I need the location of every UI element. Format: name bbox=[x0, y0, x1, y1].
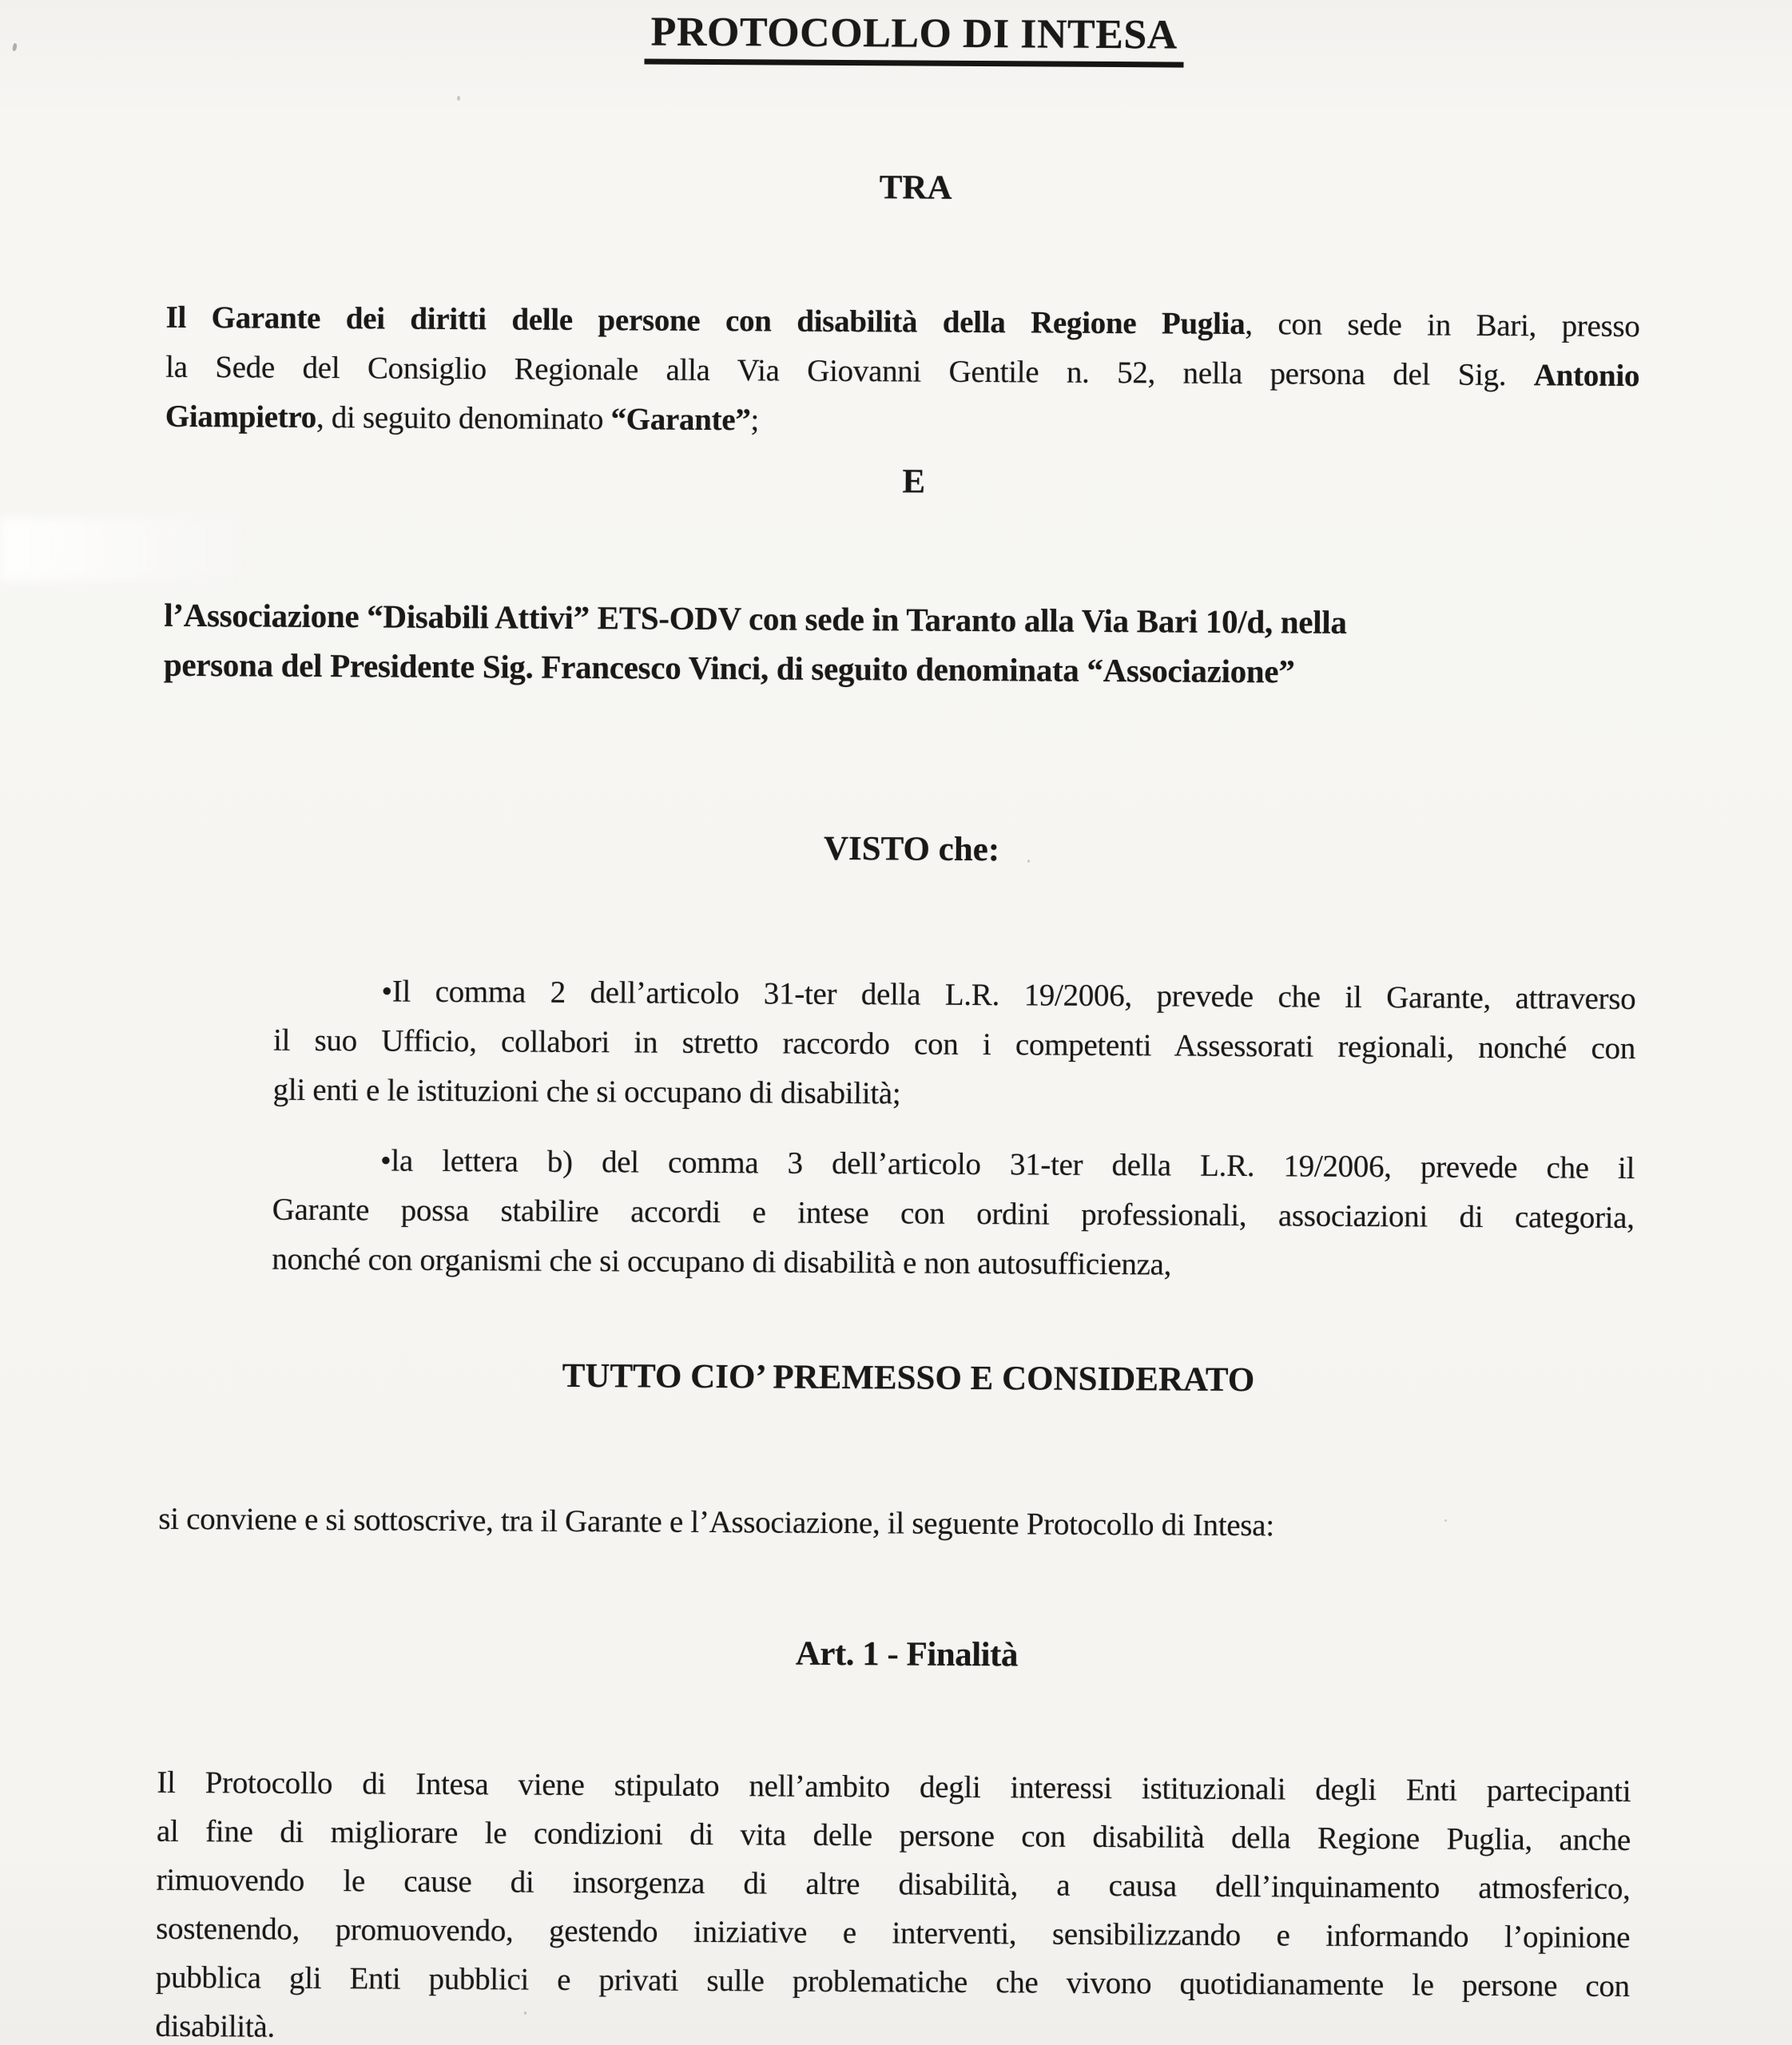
party1-text: , con sede in Bari, presso bbox=[1245, 307, 1640, 344]
party1-paragraph bbox=[165, 293, 1640, 451]
party1-bold-surname: Giampietro bbox=[165, 399, 317, 435]
article1-line-6: disabilità. bbox=[155, 2008, 276, 2044]
article1-line-5: pubblica gli Enti pubblici e privati sulle problematiche che vivono quotidianamente le persone con bbox=[155, 1960, 1630, 2004]
party1-line-2 bbox=[165, 343, 1639, 401]
bullet-glyph: • bbox=[379, 1143, 391, 1178]
article1-line-3: rimuovendo le cause di insorgenza di altre disabilità, a causa dell’inquinamento atmosferico, bbox=[156, 1862, 1631, 1907]
bullet2-line-2: Garante possa stabilire accordi e intese con ordini professionali, associazioni di categoria, bbox=[272, 1192, 1635, 1236]
article1-line-4: sostenendo, promuovendo, gestendo iniziative e interventi, sensibilizzando e informando l’opinione bbox=[156, 1911, 1631, 1956]
e-heading: E bbox=[902, 463, 926, 501]
bullet1-line-2: il suo Ufficio, collabori in stretto raccordo con i competenti Assessorati regionali, nonché con bbox=[272, 1022, 1636, 1066]
tra-heading: TRA bbox=[879, 169, 952, 207]
bullet2-text: la lettera b) del comma 3 dell’articolo 31-ter della L.R. 19/2006, prevede che il bbox=[391, 1143, 1635, 1186]
bullet1-line-1 bbox=[273, 967, 1635, 1024]
visto-heading: VISTO che: bbox=[823, 829, 1000, 869]
party1-bold-name: Antonio bbox=[1533, 358, 1640, 394]
premesso-heading: TUTTO CIO’ PREMESSO E CONSIDERATO bbox=[562, 1356, 1255, 1400]
agreement-line bbox=[158, 1495, 1632, 1553]
article1-body bbox=[155, 1758, 1631, 2045]
bullet-glyph: • bbox=[381, 974, 392, 1009]
bullet-clause-2 bbox=[272, 1136, 1635, 1293]
party1-text: la Sede del Consiglio Regionale alla Via Giovanni Gentile n. 52, nella persona del Sig. bbox=[165, 349, 1534, 393]
party1-bold-lead: Il Garante dei diritti delle persone con disabilità della Regione Puglia bbox=[165, 300, 1246, 342]
party1-text: ; bbox=[750, 403, 760, 438]
title-row bbox=[168, 6, 1642, 70]
bullet1-text: Il comma 2 dell’articolo 31-ter della L.R. 19/2006, prevede che il Garante, attraverso bbox=[391, 974, 1636, 1017]
article1-line-1: Il Protocollo di Intesa viene stipulato nell’ambito degli interessi istituzionali degli Enti partecipanti bbox=[157, 1765, 1631, 1809]
party1-text: , di seguito denominato bbox=[316, 399, 611, 437]
party1-line-1 bbox=[165, 293, 1639, 351]
bullet1-line-3: gli enti e le istituzioni che si occupano di disabilità; bbox=[272, 1072, 901, 1111]
article1-line-2: al fine di migliorare le condizioni di vita delle persone con disabilità della Regione Puglia, anche bbox=[156, 1813, 1631, 1858]
document-content bbox=[0, 6, 1792, 2045]
party2-paragraph bbox=[164, 590, 1639, 698]
document-title: PROTOCOLLO DI INTESA bbox=[644, 9, 1184, 67]
party1-line-3 bbox=[165, 392, 1639, 451]
party1-bold-alias: “Garante” bbox=[610, 402, 751, 438]
bullet2-line-1 bbox=[272, 1136, 1635, 1193]
bullet-clause-1 bbox=[272, 967, 1635, 1123]
party2-line-1: l’Associazione “Disabili Attivi” ETS-ODV con sede in Taranto alla Via Bari 10/d, nella bbox=[164, 596, 1347, 641]
party2-line-2: persona del Presidente Sig. Francesco Vinci, di seguito denominata “Associazione” bbox=[163, 645, 1295, 690]
agreement-text: si conviene e si sottoscrive, tra il Garante e l’Associazione, il seguente Protocollo di Intesa: bbox=[158, 1501, 1274, 1543]
bullet2-line-3: nonché con organismi che si occupano di disabilità e non autosufficienza, bbox=[272, 1241, 1172, 1282]
article1-heading: Art. 1 - Finalità bbox=[795, 1634, 1019, 1674]
